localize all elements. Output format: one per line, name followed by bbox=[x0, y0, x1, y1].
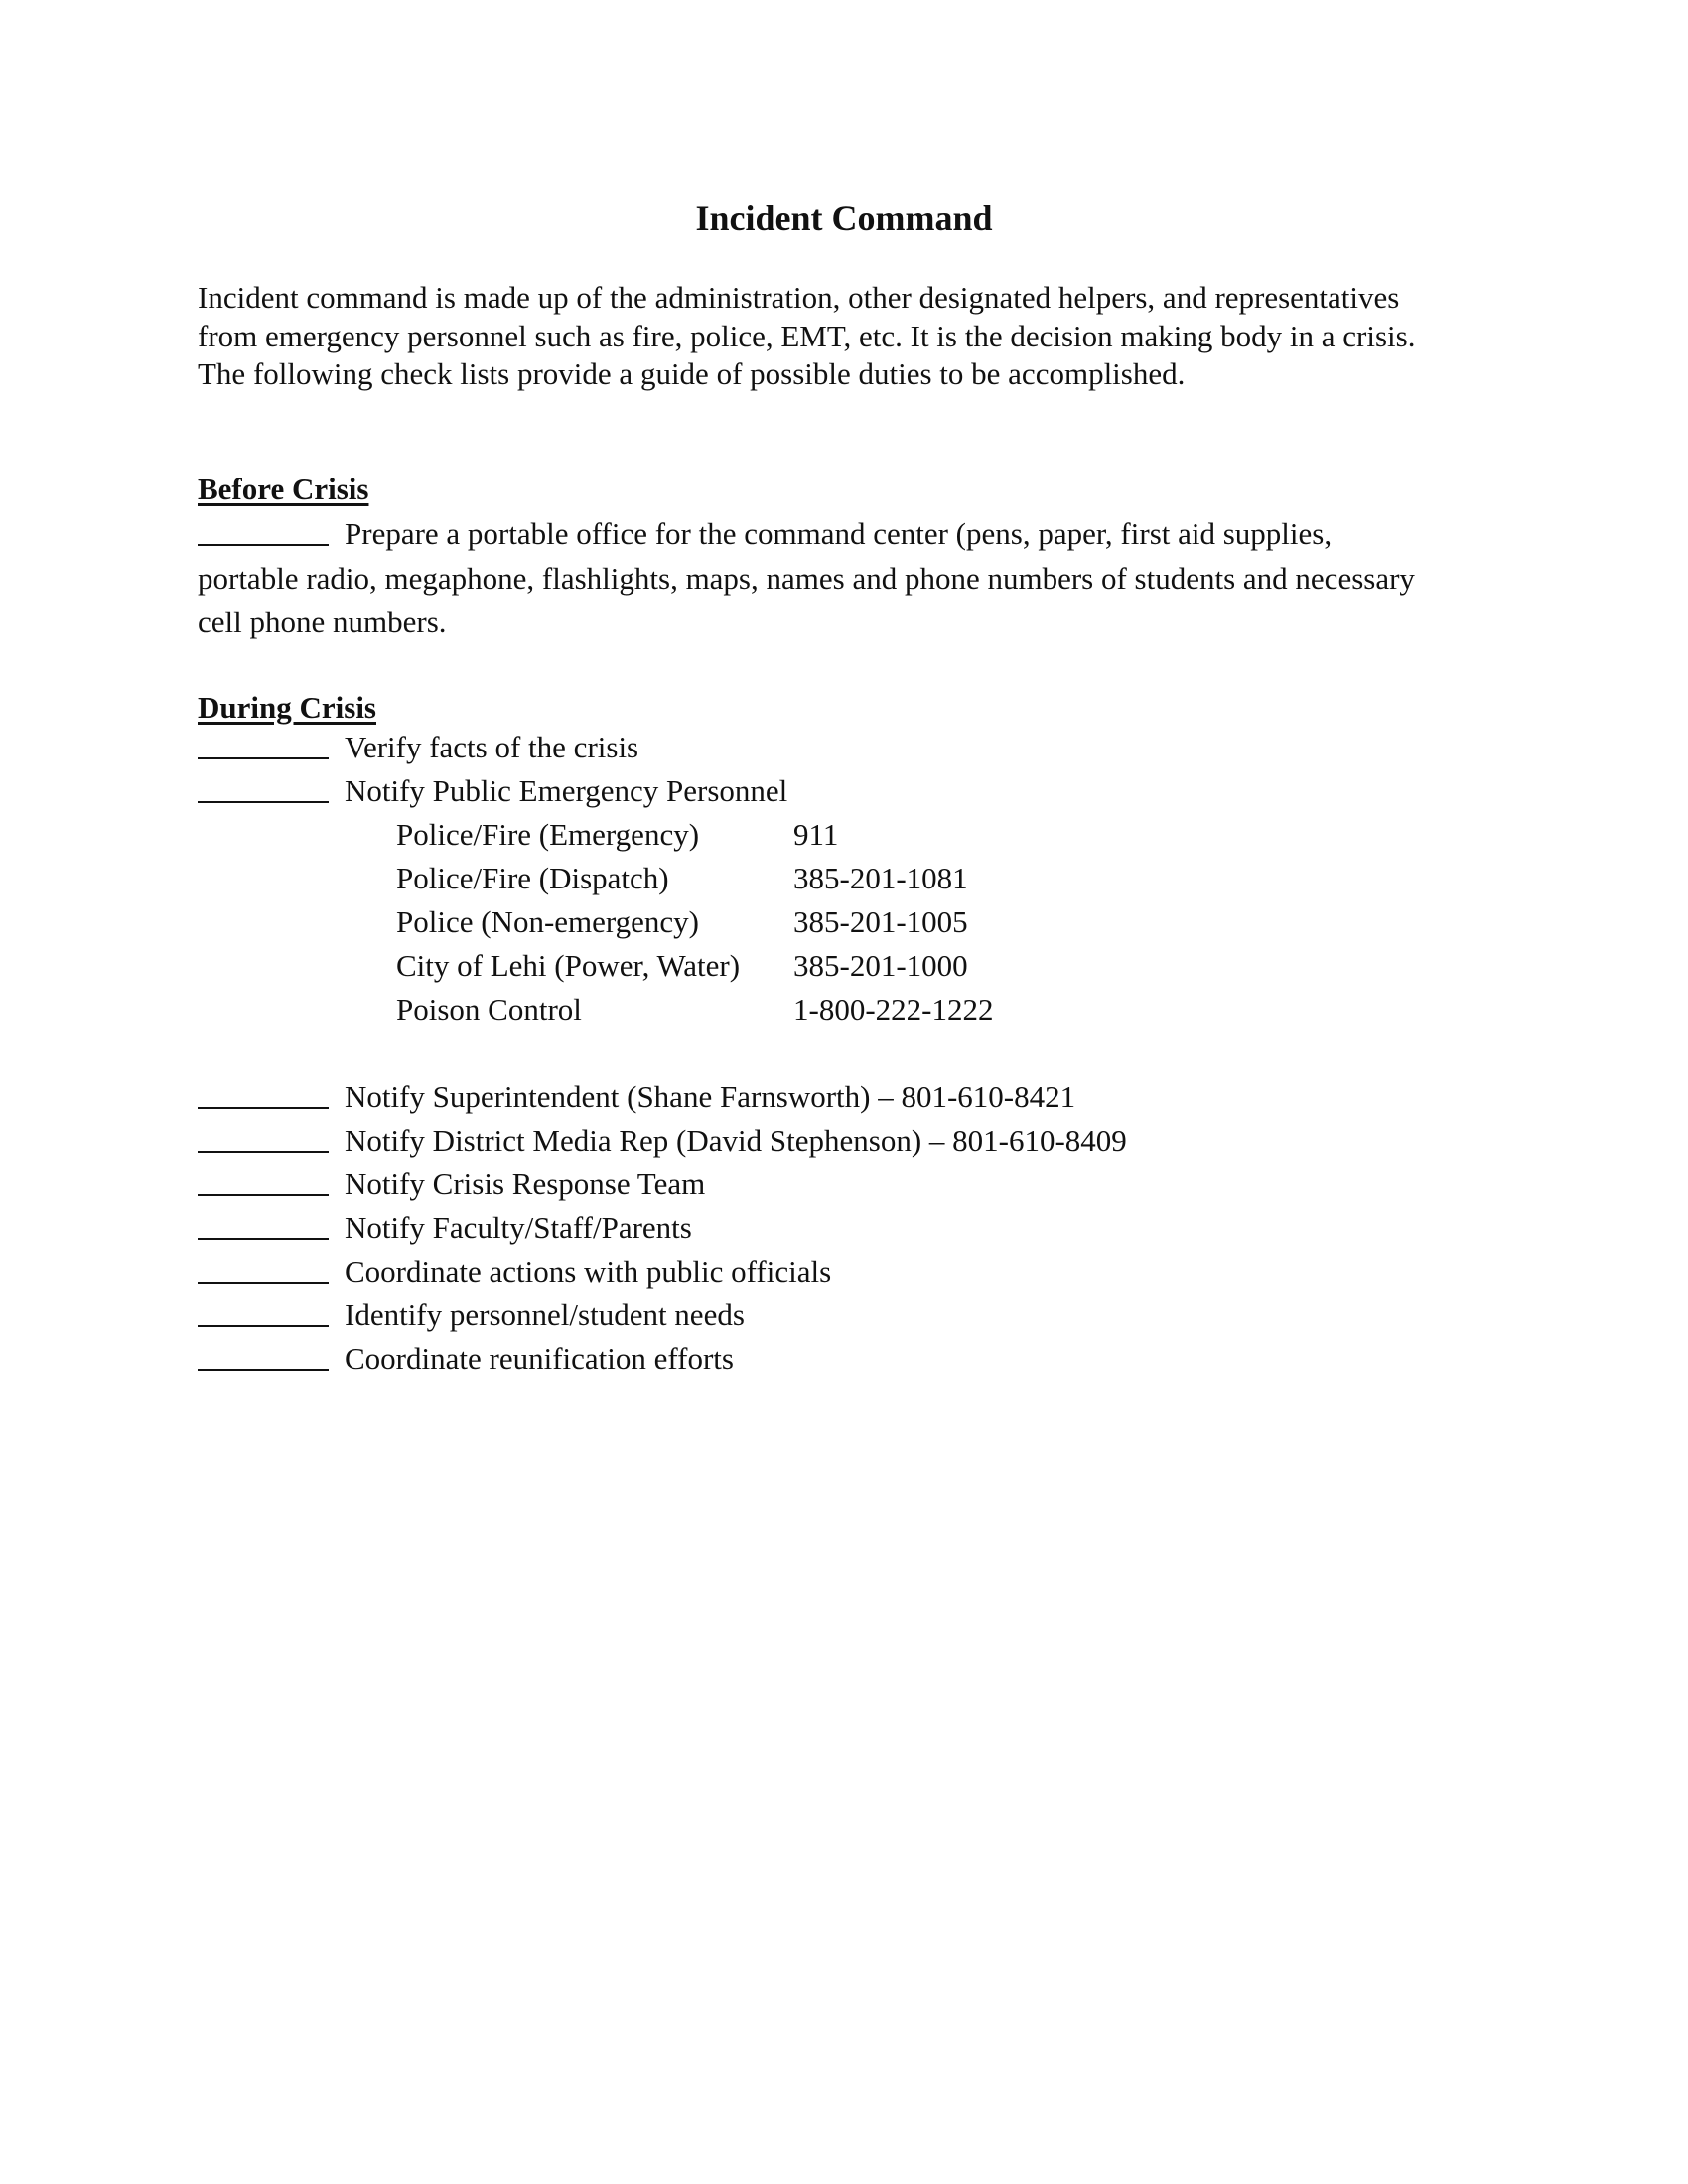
contact-number: 1-800-222-1222 bbox=[793, 992, 994, 1026]
checklist-blank[interactable] bbox=[198, 777, 329, 803]
contact-row bbox=[396, 860, 968, 897]
checklist-blank[interactable] bbox=[198, 1083, 329, 1109]
contact-name: Police (Non-emergency) bbox=[396, 904, 700, 939]
contact-number: 385-201-1081 bbox=[793, 861, 968, 895]
checklist-item bbox=[198, 1253, 831, 1291]
checklist-item-text: Verify facts of the crisis bbox=[345, 730, 639, 764]
contact-row bbox=[396, 947, 968, 985]
contact-number: 911 bbox=[793, 817, 839, 852]
contact-name: Poison Control bbox=[396, 992, 582, 1026]
during-crisis-heading: During Crisis bbox=[198, 690, 376, 725]
checklist-item-text: Coordinate reunification efforts bbox=[345, 1341, 734, 1376]
contact-number: 385-201-1005 bbox=[793, 904, 968, 939]
contact-number: 385-201-1000 bbox=[793, 948, 968, 983]
page-title: Incident Command bbox=[695, 199, 993, 238]
checklist-blank[interactable] bbox=[198, 520, 329, 546]
contact-row bbox=[396, 816, 838, 854]
checklist-item bbox=[198, 1122, 1127, 1160]
checklist-item-text: Notify Crisis Response Team bbox=[345, 1166, 706, 1201]
checklist-blank[interactable] bbox=[198, 1127, 329, 1153]
checklist-item-text: Identify personnel/student needs bbox=[345, 1297, 745, 1332]
checklist-blank[interactable] bbox=[198, 734, 329, 759]
contact-row bbox=[396, 903, 968, 941]
checklist-item bbox=[198, 729, 638, 766]
checklist-item bbox=[198, 1078, 1075, 1116]
checklist-item bbox=[198, 1209, 692, 1247]
contact-name: Police/Fire (Emergency) bbox=[396, 817, 700, 852]
before-crisis-item-text: Prepare a portable office for the command center (pens, paper, first aid supplies, portable radio, megaphone, flashlights, maps, names and phone numbers of students and necessary cell phone numbers. bbox=[198, 516, 1415, 639]
checklist-item bbox=[198, 1340, 734, 1378]
checklist-blank[interactable] bbox=[198, 1345, 329, 1371]
checklist-blank[interactable] bbox=[198, 1301, 329, 1327]
checklist-item-text: Coordinate actions with public officials bbox=[345, 1254, 832, 1289]
checklist-blank[interactable] bbox=[198, 1170, 329, 1196]
checklist-item bbox=[198, 1297, 745, 1334]
checklist-item-text: Notify Public Emergency Personnel bbox=[345, 773, 788, 808]
checklist-item-text: Notify Faculty/Staff/Parents bbox=[345, 1210, 692, 1245]
before-crisis-heading: Before Crisis bbox=[198, 472, 369, 506]
contact-name: City of Lehi (Power, Water) bbox=[396, 948, 741, 983]
checklist-item-text: Notify Superintendent (Shane Farnsworth) – 801-610-8421 bbox=[345, 1079, 1076, 1114]
checklist-item bbox=[198, 772, 787, 810]
checklist-item bbox=[198, 1165, 705, 1203]
checklist-blank[interactable] bbox=[198, 1214, 329, 1240]
contact-name: Police/Fire (Dispatch) bbox=[396, 861, 669, 895]
checklist-item-text: Notify District Media Rep (David Stephenson) – 801-610-8409 bbox=[345, 1123, 1127, 1158]
before-crisis-item bbox=[198, 512, 1429, 645]
intro-paragraph: Incident command is made up of the administration, other designated helpers, and representatives from emergency personnel such as fire, police, EMT, etc. It is the decision making body in a crisis. The following check lists provide a guide of possible duties to be accomplished. bbox=[198, 280, 1416, 391]
checklist-blank[interactable] bbox=[198, 1258, 329, 1284]
contact-row bbox=[396, 991, 993, 1028]
